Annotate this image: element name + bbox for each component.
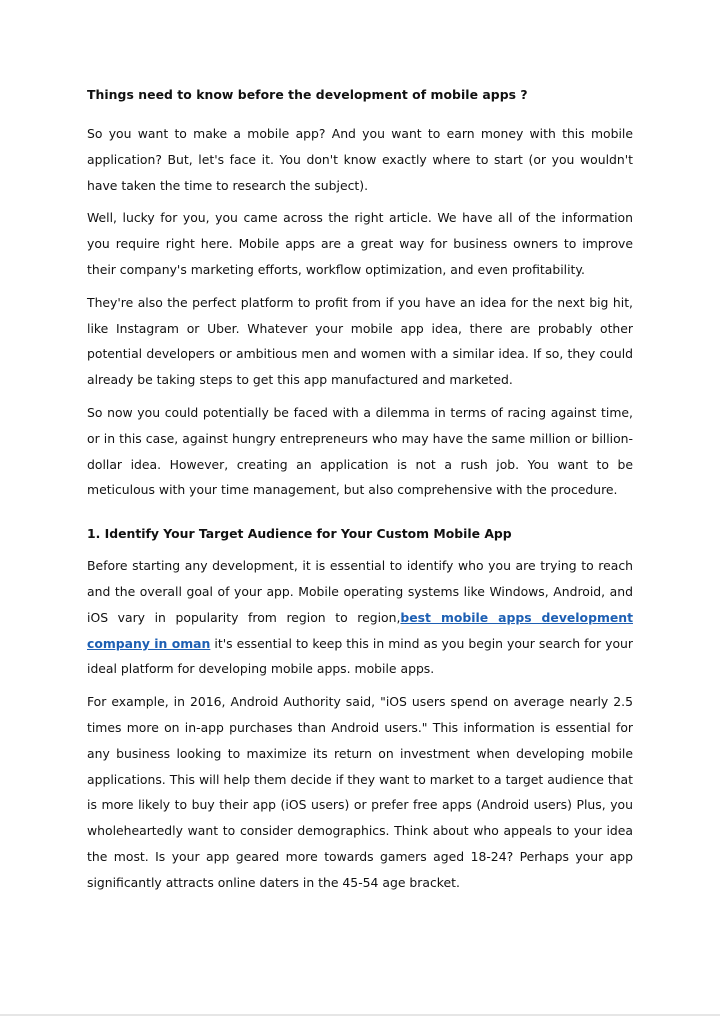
section-1-paragraph-2: For example, in 2016, Android Authority said, "iOS users spend on average nearly 2.5 times more on in-app purchases than Android users." This information is essential for any business looking to maximize its return on investment when developing mobile applications. This will help them decide if they want to market to a target audience that is more likely to buy their app (iOS users) or prefer free apps (Android users) Plus, you wholeheartedly want to consider demographics. Think about who appeals to your idea the most. Is your app geared more towards gamers aged 18-24? Perhaps your app significantly attracts online daters in the 45-54 age bracket. xyxy=(87,694,633,890)
page-bottom-divider xyxy=(0,1014,720,1016)
intro-paragraph-1: So you want to make a mobile app? And you want to earn money with this mobile application? But, let's face it. You don't know exactly where to start (or you wouldn't have taken the time to research the subject). xyxy=(87,126,633,193)
intro-paragraph-2: Well, lucky for you, you came across the right article. We have all of the information you require right here. Mobile apps are a great way for business owners to improve their company's marketing efforts, workflow optimization, and even profitability. xyxy=(87,210,633,277)
company-link[interactable]: best mobile apps development company in oman xyxy=(87,609,633,651)
intro-paragraph-3: They're also the perfect platform to profit from if you have an idea for the next big hit, like Instagram or Uber. Whatever your mobile app idea, there are probably other potential developers or ambitious men and women with a similar idea. If so, they could already be taking steps to get this app manufactured and marketed. xyxy=(87,294,633,388)
section-1-paragraph-1 xyxy=(87,553,633,682)
section-1-paragraph-1-start: Before starting any development, it is essential to identify who you are trying to reach and the overall goal of your app. Mobile operating systems like Windows, Android, and iOS vary in popularity from region to region, xyxy=(87,558,633,625)
section-1-paragraph-1-end: it's essential to keep this in mind as you begin your search for your ideal platform for developing mobile apps. mobile apps. xyxy=(87,635,634,677)
section-1-heading: 1. Identify Your Target Audience for Your Custom Mobile App xyxy=(87,526,512,542)
intro-paragraph-4: So now you could potentially be faced with a dilemma in terms of racing against time, or in this case, against hungry entrepreneurs who may have the same million or billion-dollar idea. However, creating an application is not a rush job. You want to be meticulous with your time management, but also comprehensive with the procedure. xyxy=(87,404,633,498)
document-title: Things need to know before the development of mobile apps ? xyxy=(87,87,528,102)
document-body xyxy=(87,80,633,903)
